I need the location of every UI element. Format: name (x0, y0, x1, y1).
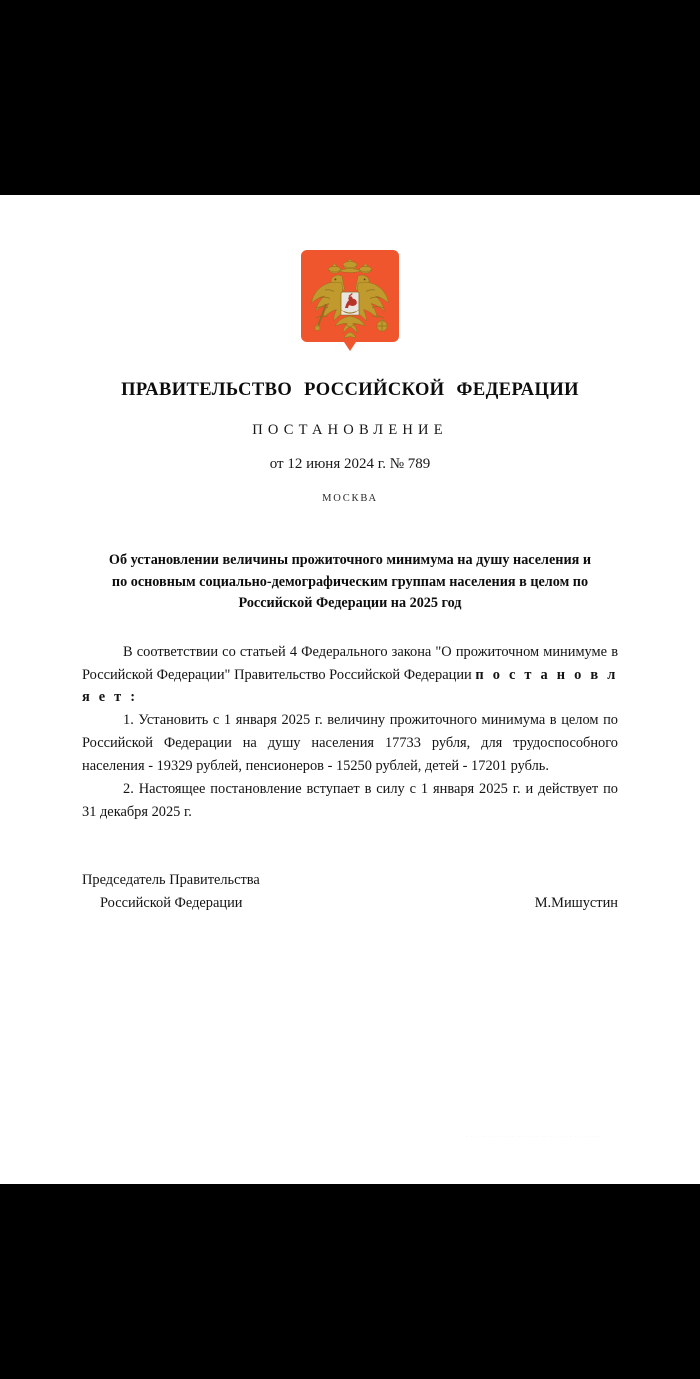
document-page (0, 195, 700, 1184)
signature-block (0, 869, 700, 915)
preamble-emphasis: п о с т а н о в л я е т : (82, 666, 618, 706)
signatory-position-line-1: Председатель Правительства (82, 872, 260, 889)
russian-coat-of-arms-icon (301, 250, 399, 369)
document-subject-title: Об установлении величины прожиточного минимума на душу населения и по основным социально-демографическим группам населения в целом по Российской Федерации на 2025 год (108, 552, 592, 612)
document-city: МОСКВА (322, 493, 378, 504)
paragraph-preamble (82, 641, 618, 709)
document-date-number: от 12 июня 2024 г. № 789 (269, 456, 431, 472)
preamble-text: В соответствии со статьей 4 Федерального закона "О прожиточном минимуме в Российской Федерации" Правительство Российской Федерации (82, 643, 618, 683)
letterbox-top-bar (0, 0, 700, 195)
signatory-name: М.Мишустин (534, 895, 618, 912)
letterbox-bottom-bar (0, 1184, 700, 1379)
paragraph-clause-2: 2. Настоящее постановление вступает в силу с 1 января 2025 г. и действует по 31 декабря 2025 г. (82, 780, 618, 820)
page-title: ПРАВИТЕЛЬСТВО РОССИЙСКОЙ ФЕДЕРАЦИИ (121, 380, 579, 400)
document-body (0, 641, 700, 824)
paragraph-clause-1: 1. Установить с 1 января 2025 г. величину прожиточного минимума в целом по Российской Федерации на душу населения 17733 рубля, для трудоспособного населения - 19329 рублей, пенсионеров - 15250 рублей, детей - 17201 рубль. (82, 712, 618, 774)
document-type: ПОСТАНОВЛЕНИЕ (252, 422, 448, 438)
signatory-position-line-2: Российской Федерации (100, 895, 243, 912)
page-watermark: · · ·· · ·· ···· ··· ·· ·· ····· ··· ··· ··· · ··· ·· ···· (460, 1133, 602, 1141)
emblem-container (0, 195, 700, 369)
